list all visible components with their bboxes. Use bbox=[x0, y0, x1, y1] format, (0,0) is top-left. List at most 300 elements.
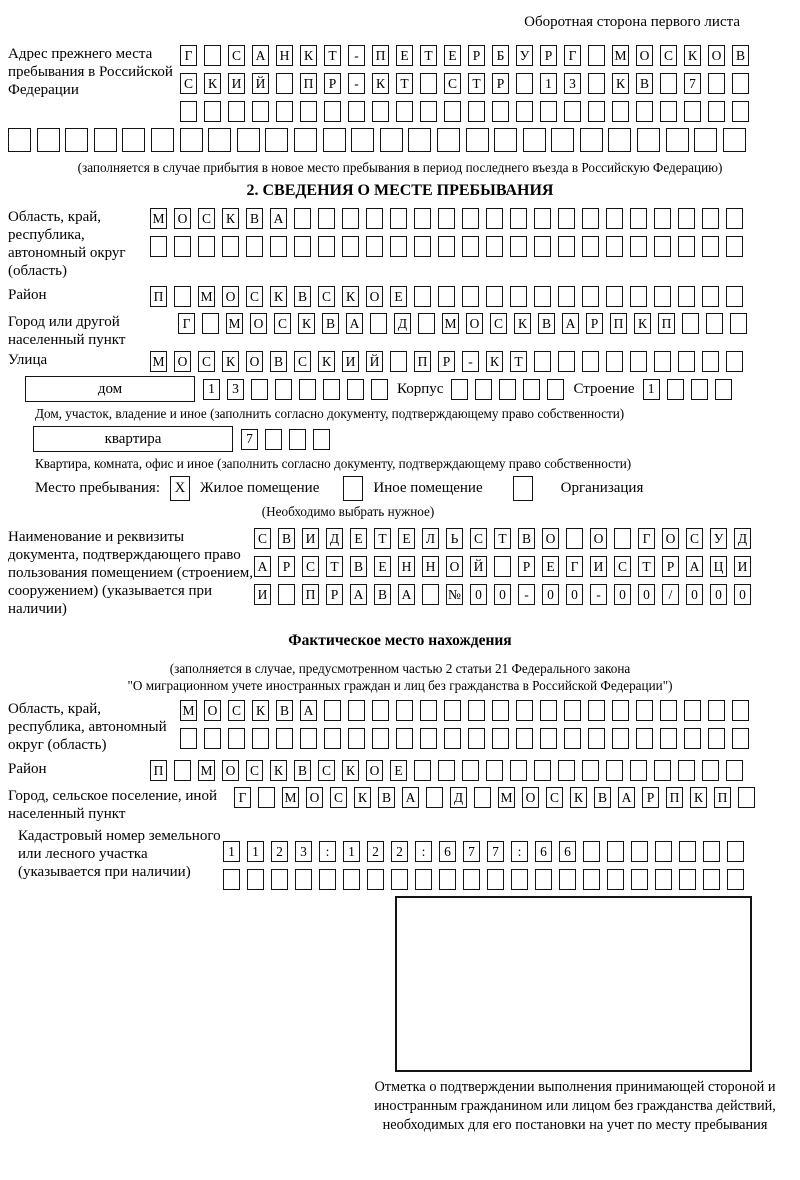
char-cell: Д bbox=[394, 313, 411, 334]
char-cell bbox=[708, 728, 725, 749]
char-cell bbox=[486, 286, 503, 307]
char-cell: М bbox=[612, 45, 629, 66]
char-cell: К bbox=[204, 73, 221, 94]
char-cell: 0 bbox=[614, 584, 631, 605]
section2-title: 2. СВЕДЕНИЯ О МЕСТЕ ПРЕБЫВАНИЯ bbox=[246, 182, 554, 199]
char-cell bbox=[666, 128, 689, 152]
char-cell bbox=[265, 429, 282, 450]
prev-address-block bbox=[8, 45, 792, 122]
char-cell bbox=[420, 728, 437, 749]
apartment-box bbox=[33, 426, 233, 452]
char-cell bbox=[630, 236, 647, 257]
char-cell: Р bbox=[468, 45, 485, 66]
char-cell bbox=[348, 728, 365, 749]
char-cell: Т bbox=[494, 528, 511, 549]
char-cell bbox=[313, 429, 330, 450]
char-cell: Й bbox=[470, 556, 487, 577]
street-label: Улица bbox=[8, 352, 48, 368]
char-cell bbox=[564, 728, 581, 749]
char-cell bbox=[390, 351, 407, 372]
char-cell: Б bbox=[492, 45, 509, 66]
char-cell bbox=[703, 841, 720, 862]
char-cell bbox=[606, 286, 623, 307]
char-cell: С bbox=[198, 351, 215, 372]
char-cell bbox=[492, 101, 509, 122]
cadastral-block bbox=[8, 827, 792, 890]
char-cell: С bbox=[254, 528, 271, 549]
region-row-2[interactable] bbox=[150, 236, 792, 257]
char-cell bbox=[180, 128, 203, 152]
char-cell: 7 bbox=[463, 841, 480, 862]
char-cell: С bbox=[444, 73, 461, 94]
char-cell bbox=[347, 379, 364, 400]
char-cell bbox=[391, 869, 408, 890]
char-cell bbox=[414, 286, 431, 307]
char-cell: П bbox=[414, 351, 431, 372]
char-cell bbox=[270, 236, 287, 257]
char-cell bbox=[323, 128, 346, 152]
char-cell bbox=[654, 760, 671, 781]
char-cell: Т bbox=[510, 351, 527, 372]
char-cell: К bbox=[612, 73, 629, 94]
char-cell: С bbox=[490, 313, 507, 334]
char-cell bbox=[588, 700, 605, 721]
korpus-label: Корпус bbox=[397, 380, 444, 397]
char-cell bbox=[414, 236, 431, 257]
char-cell bbox=[540, 700, 557, 721]
char-cell bbox=[612, 728, 629, 749]
char-cell bbox=[372, 700, 389, 721]
char-cell: Г bbox=[180, 45, 197, 66]
char-cell: К bbox=[222, 208, 239, 229]
char-cell: 6 bbox=[439, 841, 456, 862]
char-cell bbox=[396, 700, 413, 721]
char-cell bbox=[612, 101, 629, 122]
actual-location-note-1: (заполняется в случае, предусмотренном частью 2 статьи 21 Федерального закона bbox=[169, 661, 631, 676]
char-cell: П bbox=[666, 787, 683, 808]
prev-address-row-2[interactable] bbox=[180, 73, 792, 94]
char-cell bbox=[462, 236, 479, 257]
char-cell bbox=[174, 236, 191, 257]
char-cell bbox=[630, 286, 647, 307]
char-cell bbox=[732, 728, 749, 749]
char-cell bbox=[726, 208, 743, 229]
char-cell: В bbox=[538, 313, 555, 334]
char-cell: 2 bbox=[391, 841, 408, 862]
option-label-organizatsiya: Организация bbox=[560, 480, 644, 496]
char-cell: О bbox=[174, 351, 191, 372]
char-cell bbox=[630, 760, 647, 781]
char-cell bbox=[702, 236, 719, 257]
char-cell: - bbox=[348, 73, 365, 94]
prev-address-row-3[interactable] bbox=[180, 101, 792, 122]
char-cell: М bbox=[180, 700, 197, 721]
char-cell: 2 bbox=[271, 841, 288, 862]
char-cell bbox=[468, 101, 485, 122]
char-cell: П bbox=[714, 787, 731, 808]
char-cell bbox=[715, 379, 732, 400]
char-cell bbox=[451, 379, 468, 400]
char-cell: М bbox=[198, 286, 215, 307]
char-cell bbox=[636, 700, 653, 721]
char-cell: С bbox=[470, 528, 487, 549]
char-cell bbox=[588, 101, 605, 122]
char-cell bbox=[726, 760, 743, 781]
char-cell bbox=[564, 101, 581, 122]
char-cell: О bbox=[662, 528, 679, 549]
district-row[interactable] bbox=[150, 286, 750, 307]
char-cell bbox=[511, 869, 528, 890]
char-cell: Е bbox=[374, 556, 391, 577]
district-label: Район bbox=[8, 287, 47, 303]
char-cell bbox=[534, 351, 551, 372]
char-cell bbox=[252, 728, 269, 749]
char-cell bbox=[606, 208, 623, 229]
char-cell: 7 bbox=[241, 429, 258, 450]
char-cell: А bbox=[350, 584, 367, 605]
char-cell: : bbox=[319, 841, 336, 862]
char-cell bbox=[275, 379, 292, 400]
actual-district-row[interactable] bbox=[150, 760, 750, 781]
char-cell: К bbox=[684, 45, 701, 66]
char-cell bbox=[682, 313, 699, 334]
char-cell: Л bbox=[422, 528, 439, 549]
char-cell bbox=[582, 208, 599, 229]
char-cell bbox=[727, 841, 744, 862]
char-cell bbox=[691, 379, 708, 400]
char-cell bbox=[702, 760, 719, 781]
char-cell bbox=[271, 869, 288, 890]
char-cell bbox=[247, 869, 264, 890]
prev-address-overflow-row[interactable] bbox=[8, 128, 792, 152]
char-cell bbox=[708, 101, 725, 122]
prev-address-label: Адрес прежнего места пребывания в Российской Федерации bbox=[8, 46, 173, 98]
char-cell: В bbox=[732, 45, 749, 66]
char-cell bbox=[738, 787, 755, 808]
document-row-2[interactable] bbox=[254, 556, 792, 577]
prev-address-row-1[interactable] bbox=[180, 45, 792, 66]
char-cell bbox=[37, 128, 60, 152]
actual-city-row[interactable] bbox=[234, 787, 762, 808]
char-cell: 6 bbox=[559, 841, 576, 862]
document-row-3[interactable] bbox=[254, 584, 792, 605]
char-cell bbox=[654, 351, 671, 372]
char-cell: Й bbox=[366, 351, 383, 372]
char-cell bbox=[540, 728, 557, 749]
char-cell: О bbox=[636, 45, 653, 66]
char-cell bbox=[228, 728, 245, 749]
stroenie-cells[interactable] bbox=[643, 379, 739, 400]
char-cell bbox=[564, 700, 581, 721]
char-cell: У bbox=[516, 45, 533, 66]
house-box bbox=[25, 376, 195, 402]
char-cell bbox=[372, 728, 389, 749]
char-cell: 0 bbox=[494, 584, 511, 605]
char-cell bbox=[150, 236, 167, 257]
char-cell bbox=[444, 700, 461, 721]
char-cell bbox=[420, 73, 437, 94]
city-row[interactable] bbox=[178, 313, 754, 334]
char-cell bbox=[258, 787, 275, 808]
checkbox-zhiloe-pomeshchenie[interactable] bbox=[170, 476, 190, 501]
char-cell bbox=[94, 128, 117, 152]
char-cell bbox=[396, 101, 413, 122]
char-cell bbox=[678, 286, 695, 307]
char-cell: Т bbox=[324, 45, 341, 66]
char-cell: А bbox=[254, 556, 271, 577]
actual-location-note-2: "О миграционном учете иностранных граждан и лиц без гражданства в Российской Федерации") bbox=[127, 678, 673, 693]
char-cell bbox=[420, 700, 437, 721]
char-cell: К bbox=[354, 787, 371, 808]
char-cell: М bbox=[282, 787, 299, 808]
char-cell: : bbox=[511, 841, 528, 862]
char-cell: П bbox=[658, 313, 675, 334]
actual-city-label: Город, сельское поселение, иной населенный пункт bbox=[8, 788, 217, 822]
char-cell bbox=[558, 236, 575, 257]
char-cell: К bbox=[300, 45, 317, 66]
char-cell: 1 bbox=[643, 379, 660, 400]
char-cell bbox=[612, 700, 629, 721]
char-cell: А bbox=[562, 313, 579, 334]
char-cell bbox=[414, 760, 431, 781]
actual-city-block bbox=[8, 787, 792, 823]
char-cell: И bbox=[342, 351, 359, 372]
char-cell: В bbox=[378, 787, 395, 808]
char-cell bbox=[679, 841, 696, 862]
char-cell: И bbox=[228, 73, 245, 94]
char-cell: Е bbox=[398, 528, 415, 549]
char-cell: С bbox=[686, 528, 703, 549]
char-cell bbox=[202, 313, 219, 334]
cadastral-row-1[interactable] bbox=[223, 841, 792, 862]
actual-location-title: Фактическое место нахождения bbox=[288, 632, 512, 649]
city-label: Город или другой населенный пункт bbox=[8, 314, 126, 348]
char-cell: Р bbox=[662, 556, 679, 577]
char-cell bbox=[558, 208, 575, 229]
char-cell bbox=[468, 700, 485, 721]
char-cell: 3 bbox=[227, 379, 244, 400]
char-cell bbox=[366, 236, 383, 257]
char-cell bbox=[523, 128, 546, 152]
char-cell bbox=[486, 208, 503, 229]
char-cell: Д bbox=[450, 787, 467, 808]
char-cell bbox=[65, 128, 88, 152]
char-cell bbox=[198, 236, 215, 257]
char-cell bbox=[319, 869, 336, 890]
char-cell: К bbox=[342, 760, 359, 781]
char-cell: О bbox=[222, 760, 239, 781]
char-cell bbox=[418, 313, 435, 334]
char-cell bbox=[228, 101, 245, 122]
char-cell: В bbox=[636, 73, 653, 94]
char-cell: 0 bbox=[470, 584, 487, 605]
char-cell: М bbox=[150, 351, 167, 372]
char-cell: С bbox=[318, 286, 335, 307]
district-block bbox=[8, 286, 792, 307]
char-cell: - bbox=[590, 584, 607, 605]
char-cell: 1 bbox=[247, 841, 264, 862]
char-cell bbox=[300, 728, 317, 749]
korpus-cells[interactable] bbox=[451, 379, 571, 400]
char-cell: - bbox=[518, 584, 535, 605]
char-cell bbox=[637, 128, 660, 152]
char-cell bbox=[289, 429, 306, 450]
char-cell: 3 bbox=[295, 841, 312, 862]
char-cell bbox=[466, 128, 489, 152]
char-cell: Р bbox=[518, 556, 535, 577]
char-cell bbox=[726, 286, 743, 307]
house-number-cells[interactable] bbox=[203, 379, 395, 400]
char-cell: В bbox=[294, 286, 311, 307]
char-cell: М bbox=[442, 313, 459, 334]
document-row-1[interactable] bbox=[254, 528, 792, 549]
street-block bbox=[8, 351, 792, 372]
checkbox-organizatsiya[interactable] bbox=[513, 476, 533, 501]
document-label: Наименование и реквизиты документа, подтверждающего право пользования помещением (строением, сооружением) (указывается при наличии) bbox=[8, 529, 253, 617]
char-cell bbox=[654, 286, 671, 307]
char-cell bbox=[390, 208, 407, 229]
char-cell: С bbox=[330, 787, 347, 808]
char-cell bbox=[667, 379, 684, 400]
char-cell bbox=[588, 45, 605, 66]
char-cell bbox=[367, 869, 384, 890]
checkbox-inoe-pomeshchenie[interactable] bbox=[343, 476, 363, 501]
char-cell bbox=[558, 286, 575, 307]
char-cell: О bbox=[246, 351, 263, 372]
char-cell bbox=[278, 584, 295, 605]
char-cell: Т bbox=[374, 528, 391, 549]
char-cell bbox=[655, 869, 672, 890]
char-cell: С bbox=[318, 760, 335, 781]
char-cell: О bbox=[542, 528, 559, 549]
char-cell: С bbox=[246, 286, 263, 307]
char-cell: - bbox=[462, 351, 479, 372]
char-cell: С bbox=[274, 313, 291, 334]
char-cell: О bbox=[708, 45, 725, 66]
char-cell bbox=[534, 286, 551, 307]
house-caption: Дом, участок, владение и иное (заполнить согласно документу, подтверждающему право собственности) bbox=[35, 406, 625, 421]
char-cell bbox=[580, 128, 603, 152]
char-cell: В bbox=[350, 556, 367, 577]
char-cell bbox=[351, 128, 374, 152]
street-row[interactable] bbox=[150, 351, 750, 372]
char-cell: 6 bbox=[535, 841, 552, 862]
char-cell: К bbox=[270, 760, 287, 781]
char-cell bbox=[631, 841, 648, 862]
char-cell: Н bbox=[276, 45, 293, 66]
char-cell bbox=[299, 379, 316, 400]
char-cell: М bbox=[198, 760, 215, 781]
char-cell: Р bbox=[540, 45, 557, 66]
char-cell bbox=[655, 841, 672, 862]
cadastral-label: Кадастровый номер земельного или лесного участка (указывается при наличии) bbox=[18, 828, 221, 880]
char-cell bbox=[582, 236, 599, 257]
char-cell bbox=[122, 128, 145, 152]
char-cell: С bbox=[228, 45, 245, 66]
char-cell bbox=[380, 128, 403, 152]
char-cell: Р bbox=[586, 313, 603, 334]
char-cell bbox=[475, 379, 492, 400]
char-cell bbox=[371, 379, 388, 400]
char-cell bbox=[516, 728, 533, 749]
char-cell: С bbox=[546, 787, 563, 808]
char-cell: О bbox=[174, 208, 191, 229]
char-cell bbox=[324, 700, 341, 721]
char-cell: В bbox=[270, 351, 287, 372]
char-cell: Й bbox=[252, 73, 269, 94]
actual-region-row-2[interactable] bbox=[180, 728, 792, 749]
char-cell: : bbox=[415, 841, 432, 862]
char-cell: В bbox=[322, 313, 339, 334]
char-cell: Д bbox=[734, 528, 751, 549]
char-cell bbox=[636, 728, 653, 749]
char-cell bbox=[660, 101, 677, 122]
char-cell: С bbox=[294, 351, 311, 372]
char-cell bbox=[366, 208, 383, 229]
char-cell bbox=[251, 379, 268, 400]
char-cell: О bbox=[446, 556, 463, 577]
registration-stamp-caption: Отметка о подтверждении выполнения принимающей стороной и иностранным гражданином или лицом без гражданства действий, необходимых для его постановки на учет по месту пребывания bbox=[374, 1079, 776, 1133]
city-block bbox=[8, 313, 792, 349]
stay-type-label: Место пребывания: bbox=[35, 480, 160, 496]
char-cell: Р bbox=[326, 584, 343, 605]
char-cell: Е bbox=[390, 760, 407, 781]
apartment-number-cells[interactable] bbox=[241, 429, 337, 450]
char-cell bbox=[422, 584, 439, 605]
char-cell bbox=[151, 128, 174, 152]
char-cell bbox=[414, 208, 431, 229]
char-cell bbox=[444, 728, 461, 749]
char-cell: 0 bbox=[566, 584, 583, 605]
char-cell bbox=[732, 700, 749, 721]
char-cell: № bbox=[446, 584, 463, 605]
char-cell bbox=[396, 728, 413, 749]
char-cell bbox=[439, 869, 456, 890]
char-cell bbox=[492, 700, 509, 721]
char-cell bbox=[370, 313, 387, 334]
char-cell: М bbox=[226, 313, 243, 334]
char-cell bbox=[180, 101, 197, 122]
region-block bbox=[8, 208, 792, 280]
char-cell bbox=[732, 73, 749, 94]
char-cell bbox=[551, 128, 574, 152]
char-cell bbox=[559, 869, 576, 890]
char-cell bbox=[174, 760, 191, 781]
char-cell: К bbox=[372, 73, 389, 94]
char-cell bbox=[494, 556, 511, 577]
actual-region-row-1[interactable] bbox=[180, 700, 792, 721]
char-cell bbox=[614, 528, 631, 549]
char-cell bbox=[630, 208, 647, 229]
char-cell bbox=[438, 208, 455, 229]
char-cell: / bbox=[662, 584, 679, 605]
char-cell: Ь bbox=[446, 528, 463, 549]
region-row-1[interactable] bbox=[150, 208, 792, 229]
char-cell bbox=[438, 286, 455, 307]
cadastral-row-2[interactable] bbox=[223, 869, 792, 890]
char-cell bbox=[223, 869, 240, 890]
char-cell bbox=[222, 236, 239, 257]
char-cell: О bbox=[522, 787, 539, 808]
option-label-zhiloe: Жилое помещение bbox=[200, 480, 320, 496]
char-cell bbox=[204, 728, 221, 749]
registration-stamp-box[interactable] bbox=[395, 896, 752, 1072]
char-cell bbox=[558, 760, 575, 781]
char-cell bbox=[8, 128, 31, 152]
char-cell: К bbox=[486, 351, 503, 372]
char-cell bbox=[516, 101, 533, 122]
char-cell bbox=[487, 869, 504, 890]
